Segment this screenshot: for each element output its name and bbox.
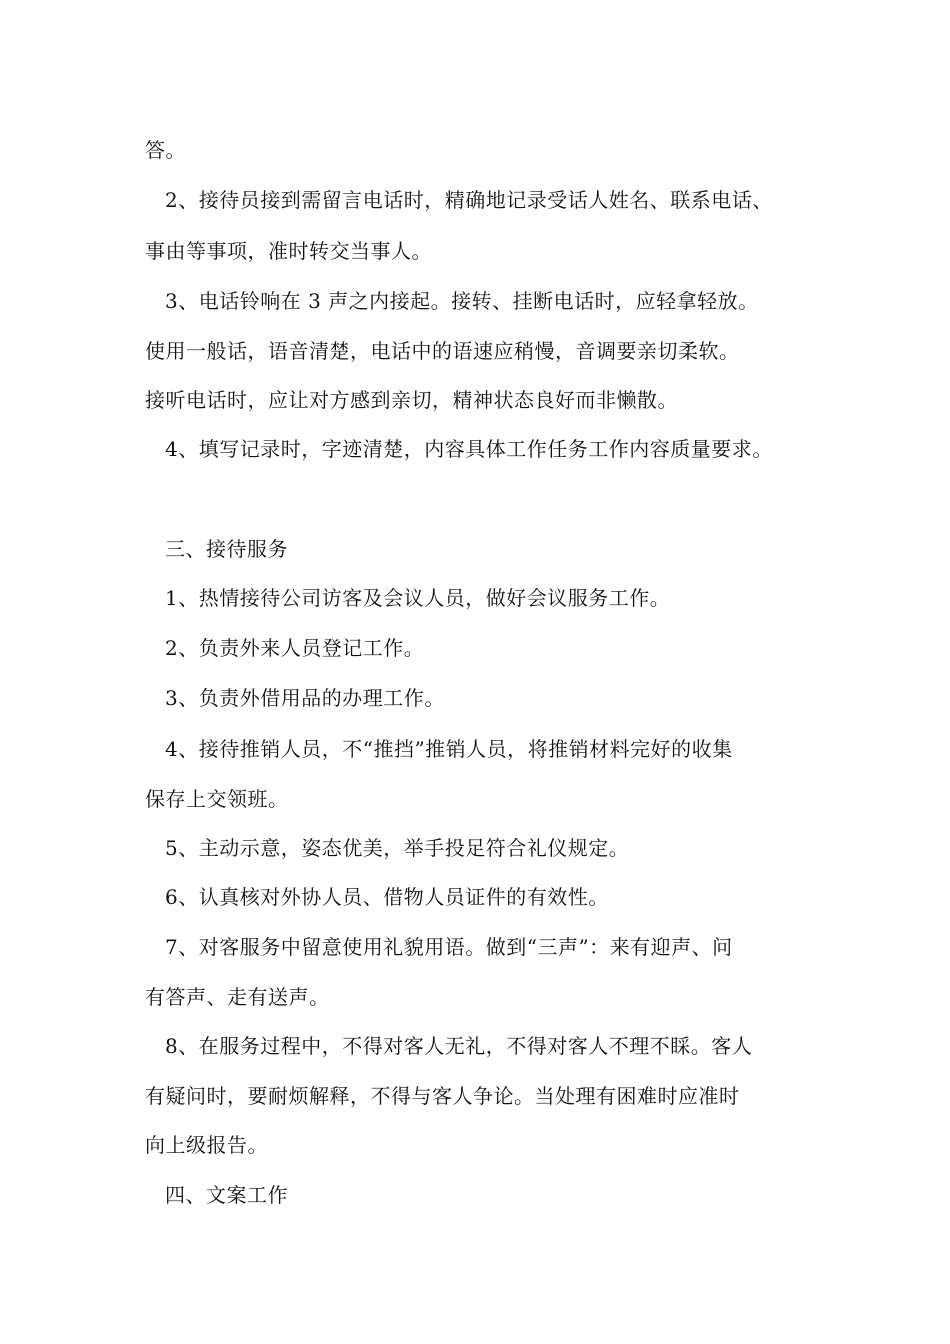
text-line: 有答声、走有送声。 [145,985,330,1009]
text-line: 事由等事项，准时转交当事人。 [145,239,432,263]
list-item: 2、接待员接到需留言电话时，精确地记录受话人姓名、联系电话、 [165,188,773,212]
list-item: 3、电话铃响在 3 声之内接起。接转、挂断电话时，应轻拿轻放。 [165,289,759,313]
list-item: 2、负责外来人员登记工作。 [165,636,425,660]
list-item: 7、对客服务中留意使用礼貌用语。做到“三声”：来有迎声、问 [165,935,733,959]
list-item: 4、接待推销人员，不“推挡”推销人员，将推销材料完好的收集 [165,737,733,761]
list-item: 6、认真核对外协人员、借物人员证件的有效性。 [165,885,609,909]
list-item: 3、负责外借用品的办理工作。 [165,686,445,710]
text-line: 接听电话时，应让对方感到亲切，精神状态良好而非懒散。 [145,388,678,412]
list-item: 1、热情接待公司访客及会议人员，做好会议服务工作。 [165,586,671,610]
list-item: 4、填写记录时，字迹清楚，内容具体工作任务工作内容质量要求。 [165,437,773,461]
list-item: 5、主动示意，姿态优美，举手投足符合礼仪规定。 [165,836,630,860]
list-item: 8、在服务过程中，不得对客人无礼，不得对客人不理不睬。客人 [165,1034,753,1058]
text-line: 向上级报告。 [145,1133,268,1157]
text-line: 保存上交领班。 [145,787,289,811]
section-heading: 四、文案工作 [165,1183,288,1207]
text-line: 使用一般话，语音清楚，电话中的语速应稍慢，音调要亲切柔软。 [145,339,740,363]
section-heading: 三、接待服务 [165,537,288,561]
text-line: 答。 [145,138,186,162]
text-line: 有疑问时，要耐烦解释，不得与客人争论。当处理有困难时应准时 [145,1084,740,1108]
